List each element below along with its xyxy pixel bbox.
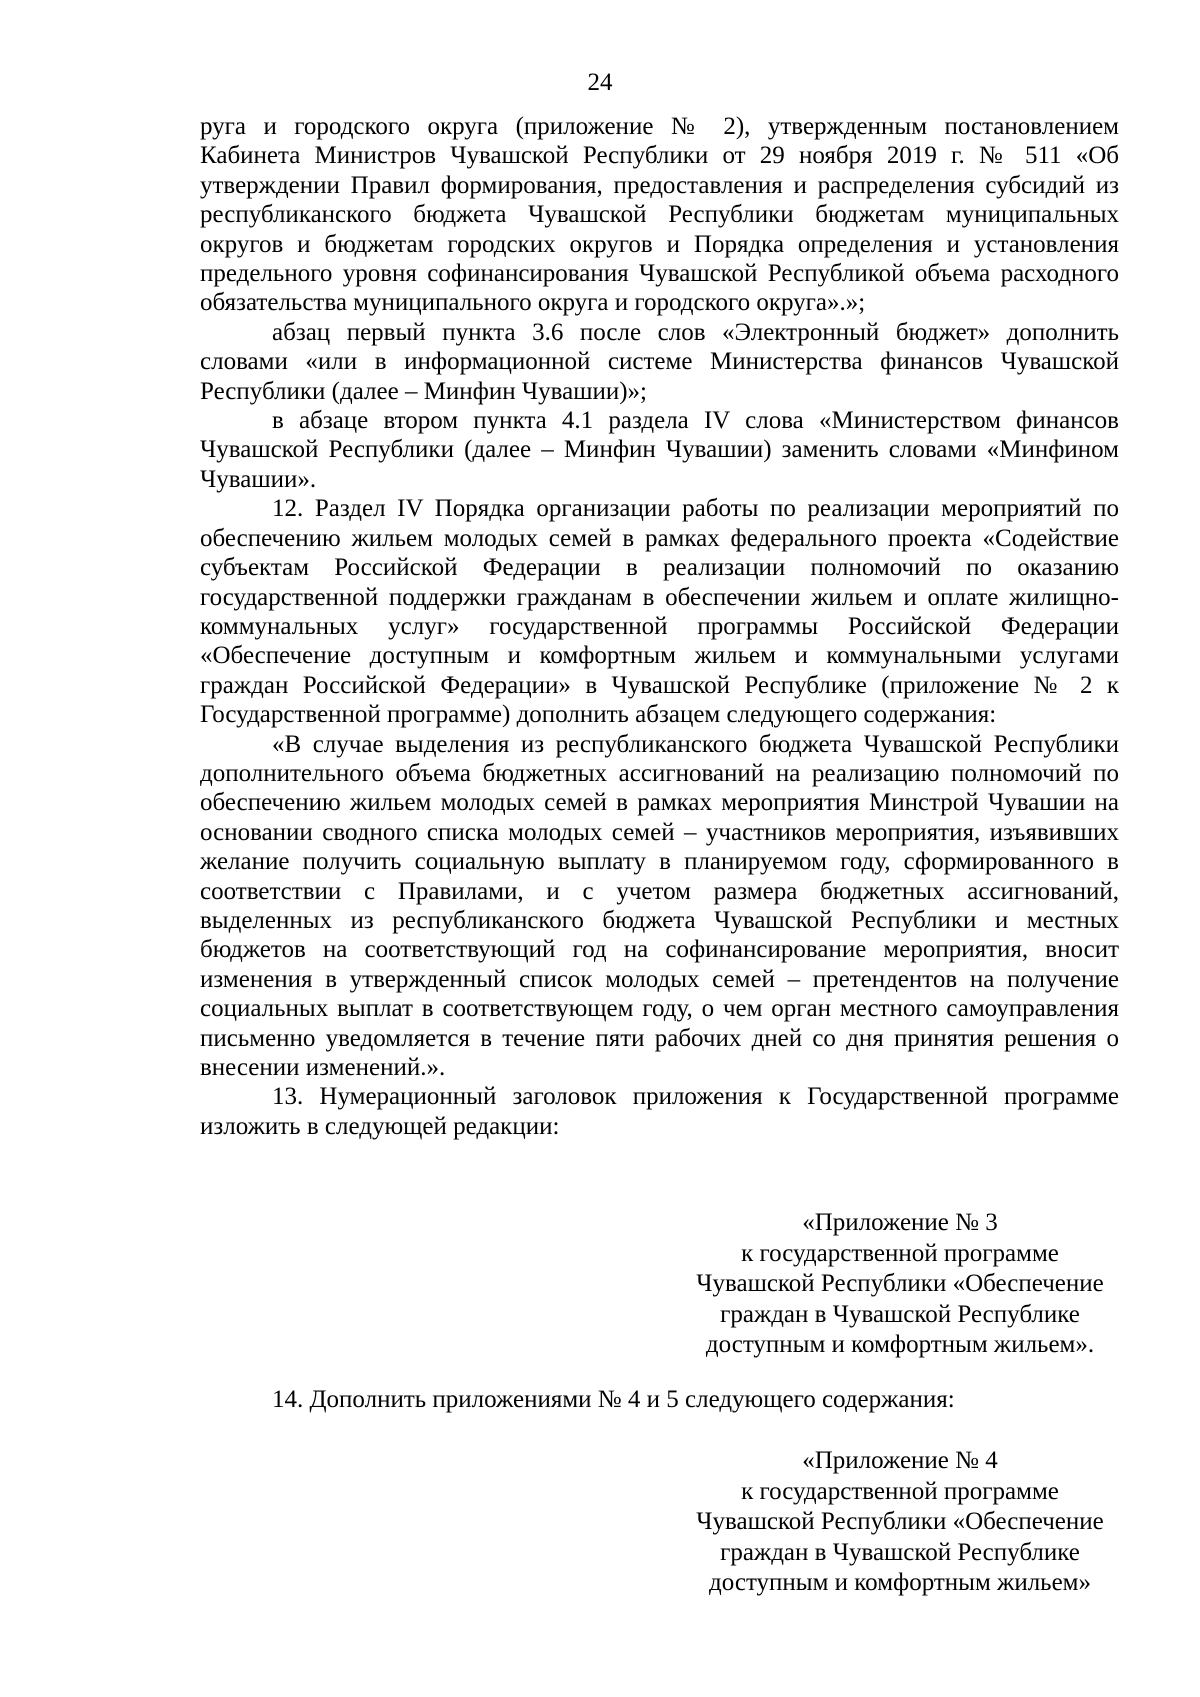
appendix-3-line: доступным и комфортным жильем». (705, 1331, 1095, 1359)
appendix-4-line: Чувашской Республики «Обеспечение (696, 1508, 1104, 1536)
paragraph-item-12: 12. Раздел IV Порядка организации работы по реализации мероприятий по обеспечению жильем молодых семей в рамках федерального проекта «Содействие субъектам Российской Федерации в реализации полномочий по оказанию государственной поддержки гражданам в обеспечении жильем и оплате жилищно-коммунальных услуг» государственной программы Российской Федерации «Обеспечение доступным и комфортным жильем и коммунальными услугами граждан Российской Федерации» в Чувашской Республике (приложение № 2 к Государственной программе) дополнить абзацем следующего содержания: (200, 495, 1119, 729)
appendix-3-line: «Приложение № 3 (802, 1209, 998, 1236)
appendix-3-line: Чувашской Республики «Обеспечение (696, 1270, 1104, 1298)
appendix-3-line: граждан в Чувашской Республике (720, 1300, 1080, 1328)
paragraph-item-14: 14. Дополнить приложениями № 4 и 5 следующего содержания: (272, 1386, 955, 1413)
paragraph-item-4-1: в абзаце втором пункта 4.1 раздела IV слова «Министерством финансов Чувашской Республики (далее – Минфин Чувашии) заменить словами «Минфином Чувашии». (200, 407, 1119, 493)
appendix-4-line: граждан в Чувашской Республике (720, 1538, 1080, 1566)
appendix-4-line: «Приложение № 4 (802, 1447, 998, 1474)
document-body (200, 112, 1119, 1141)
appendix-4-line: доступным и комфортным жильем» (709, 1569, 1091, 1597)
appendix-3-line: к государственной программе (741, 1239, 1059, 1267)
appendix-3-heading (660, 1208, 1140, 1361)
appendix-4-line: к государственной программе (741, 1477, 1059, 1505)
paragraph-item-3-6: абзац первый пункта 3.6 после слов «Электронный бюджет» дополнить словами «или в информационной системе Министерства финансов Чувашской Республики (далее – Минфин Чувашии)»; (200, 318, 1119, 405)
paragraph-quote: «В случае выделения из республиканского бюджета Чувашской Республики дополнительного объема бюджетных ассигнований на реализацию полномочий по обеспечению жильем молодых семей в рамках мероприятия Минстрой Чувашии на основании сводного списка молодых семей – участников мероприятия, изъявивших желание получить социальную выплату в планируемом году, сформированного в соответствии с Правилами, и с учетом размера бюджетных ассигнований, выделенных из республиканского бюджета Чувашской Республики и местных бюджетов на соответствующий год на софинансирование мероприятия, вносит изменения в утвержденный список молодых семей – претендентов на получение социальных выплат в соответствующем году, о чем орган местного самоуправления письменно уведомляется в течение пяти рабочих дней со дня принятия решения о внесении изменений.». (200, 730, 1119, 1081)
paragraph-item-13: 13. Нумерационный заголовок приложения к Государственной программе изложить в следующей редакции: (200, 1083, 1119, 1140)
paragraph-continuation: руга и городского округа (приложение № 2), утвержденным постановлением Кабинета Министров Чувашской Республики от 29 ноября 2019 г. № 511 «Об утверждении Правил формирования, предоставления и распределения субсидий из республиканского бюджета Чувашской Республики бюджетам муниципальных округов и бюджетам городских округов и Порядка определения и установления предельного уровня софинансирования Чувашской Республикой объема расходного обязательства муниципального округа и городского округа».»; (200, 113, 1119, 317)
page-number: 24 (587, 69, 613, 96)
appendix-4-heading (660, 1446, 1140, 1599)
